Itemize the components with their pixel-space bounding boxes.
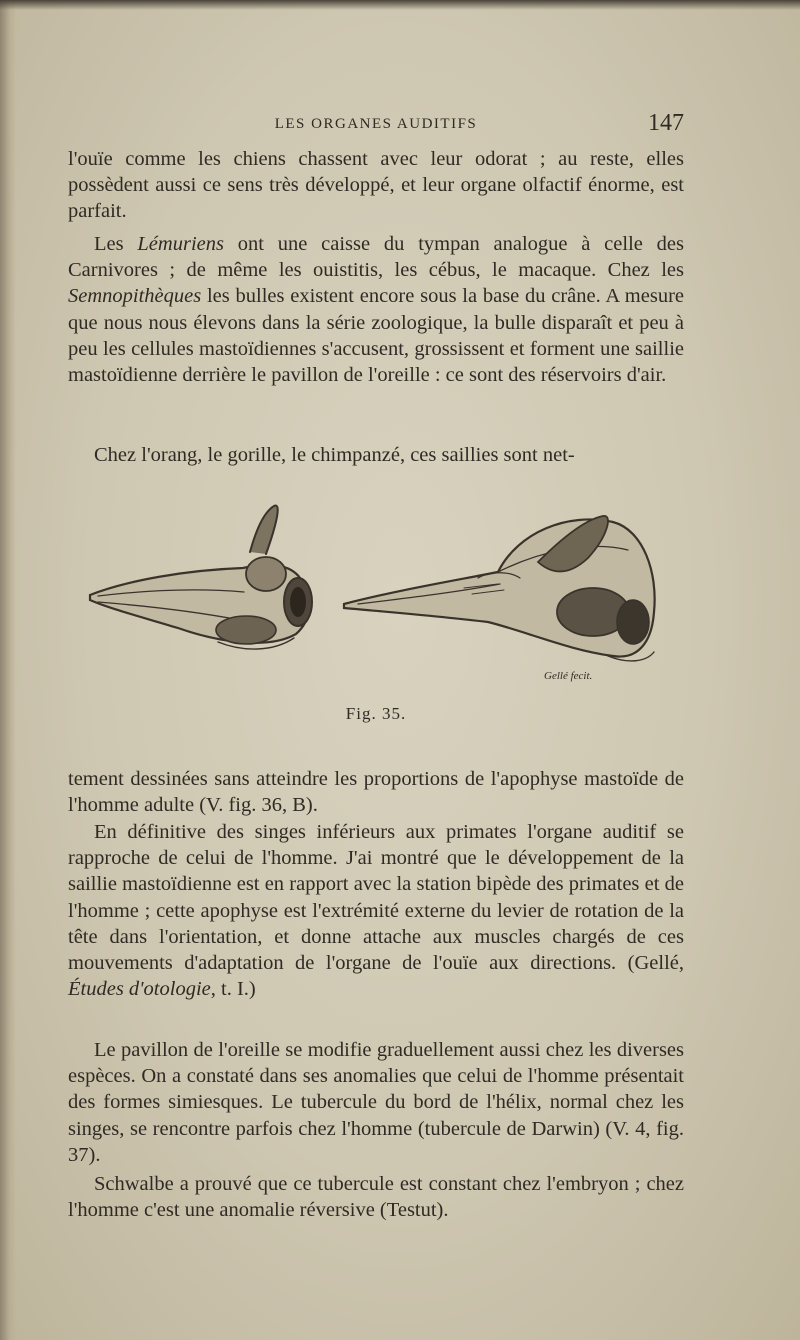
artist-signature: Gellé fecit. <box>544 670 593 682</box>
paragraph-schwalbe: Schwalbe a prouvé que ce tubercule est constant chez l'embryon ; chez l'homme c'est une anomalie réversive (Testut). <box>68 1173 684 1222</box>
text-run: En définitive des singes inférieurs aux primates l'organe auditif se rapproche de celui de l'homme. J'ai montré que le développement de la saillie mastoïdienne est en rapport avec la station bipède des primates et de l'homme ; cette apophyse est l'extrémité externe du levier de rotation de la tête dans l'orientation, et donne attache aux muscles chargés de ces mouvements d'adaptation de l'organe de l'ouïe aux directions. (Gellé, <box>68 821 684 975</box>
running-title: LES ORGANES AUDITIFS <box>274 116 478 132</box>
figure-caption: Fig. 35. <box>345 704 407 723</box>
page-edge-shadow <box>0 0 16 1340</box>
figure-35 <box>68 492 684 732</box>
text-run: les bulles existent encore sous la base du crâne. A mesure que nous nous élevons dans la série zoologique, la bulle disparaît et peu à peu les cellules mastoïdiennes s'accusent, grossissent et forment une saillie mastoïdienne derrière le pavillon de l'oreille : ce sont des réservoirs d'air. <box>68 285 684 387</box>
page-number: 147 <box>648 110 684 136</box>
text-run: , t. I.) <box>210 978 256 1001</box>
italic-title-etudes: Études d'otologie <box>68 978 211 1001</box>
skull-illustrations <box>68 492 684 692</box>
paragraph-definitive <box>68 819 684 1002</box>
paragraph-continuation-2: tement dessinées sans atteindre les proportions de l'apophyse mastoïde de l'homme adulte (V. fig. 36, B). <box>68 768 684 817</box>
paragraph-pavillon: Le pavillon de l'oreille se modifie graduellement aussi chez les diverses espèces. On a constaté dans ses anomalies que celui de l'homme présentait des formes simiesques. Le tubercule du bord de l'hélix, normal chez les singes, se rencontre parfois chez l'homme (tubercule de Darwin) (V. 4, fig. 37). <box>68 1039 684 1166</box>
italic-term-lemuriens: Lémuriens <box>137 233 224 255</box>
paragraph-lemuriens <box>68 231 684 388</box>
paragraph-continuation: l'ouïe comme les chiens chassent avec leur odorat ; au reste, elles possèdent aussi ce sens très développé, et leur organe olfactif énorme, est parfait. <box>68 148 684 223</box>
text-run: Les <box>94 233 138 255</box>
running-header <box>68 110 684 140</box>
text-run: ont une caisse du tympan analogue à celle des Carnivores ; de même les ouistitis, les cébus, le macaque. Chez les <box>68 233 684 282</box>
skull-drawing-left <box>90 506 312 650</box>
page-top-edge <box>0 0 800 10</box>
italic-term-semnopitheques: Semnopithèques <box>68 285 202 308</box>
paragraph-orang: Chez l'orang, le gorille, le chimpanzé, ces saillies sont net- <box>94 444 575 466</box>
skull-drawing-right <box>344 516 655 661</box>
